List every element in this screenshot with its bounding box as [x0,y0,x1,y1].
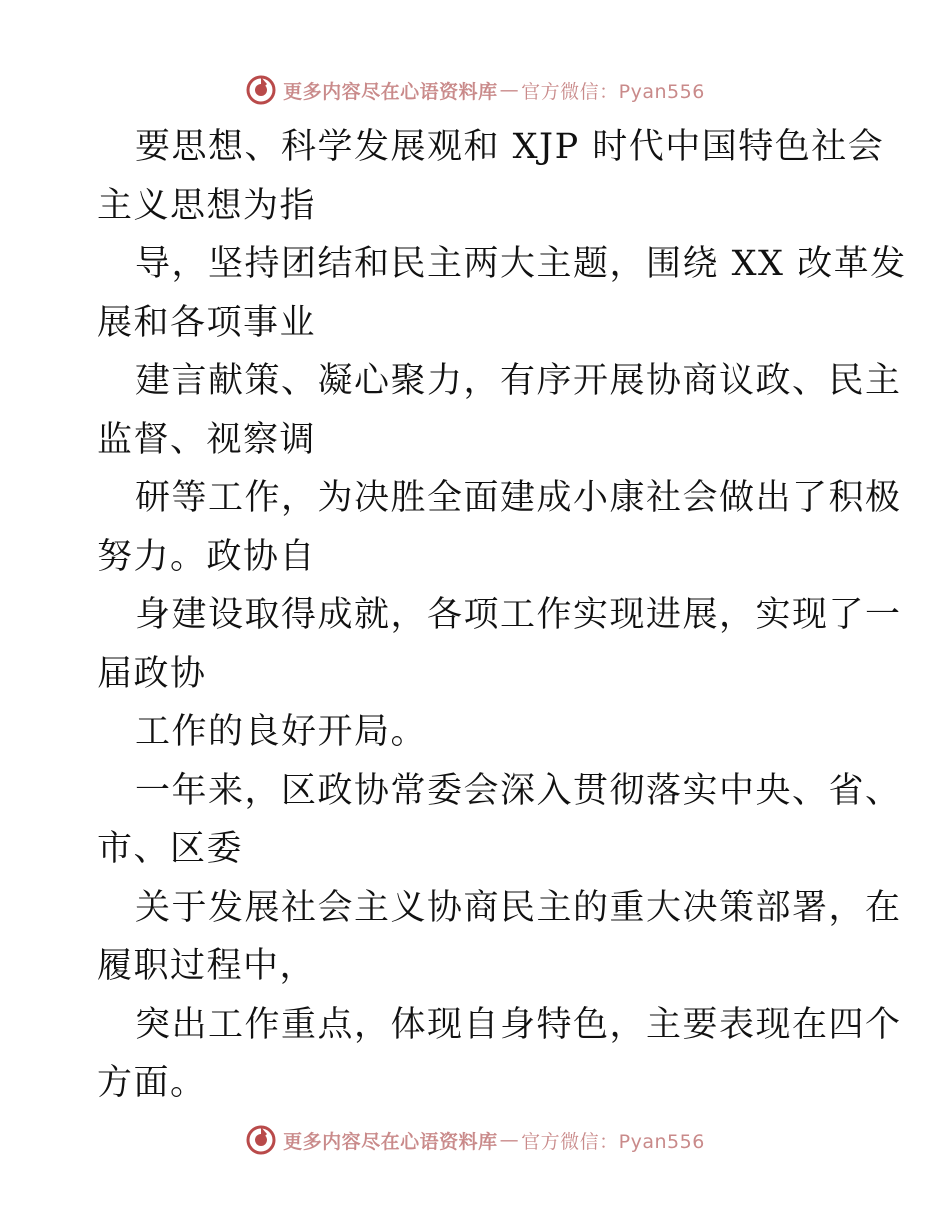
body-line: 导，坚持团结和民主两大主题，围绕 XX 改革发 [135,244,907,284]
body-line: 努力。政协自 [97,536,317,577]
header-brand-text: 更多内容尽在心语资料库 [283,80,498,103]
body-line: 届政协 [97,653,207,694]
footer-watermark [0,1120,950,1160]
body-line: 身建设取得成就，各项工作实现进展，实现了一 [135,595,902,635]
footer-dash: — [499,1129,520,1151]
brand-logo-icon [245,74,277,106]
body-line: 要思想、科学发展观和 XJP 时代中国特色社会 [135,127,885,167]
footer-brand-text: 更多内容尽在心语资料库 [283,1130,498,1153]
body-line: 市、区委 [97,829,244,869]
body-line: 研等工作，为决胜全面建成小康社会做出了积极 [135,478,902,518]
body-line: 建言献策、凝心聚力，有序开展协商议政、民主 [135,361,902,401]
body-line: 突出工作重点，体现自身特色，主要表现在四个 [135,1004,902,1045]
brand-logo-icon [245,1124,277,1156]
document-body [97,118,907,1113]
footer-contact-text: 官方微信：Pyan556 [521,1130,705,1153]
header-dash: — [499,79,520,101]
body-line: 关于发展社会主义协商民主的重大决策部署，在 [135,887,902,928]
body-line: 主义思想为指 [97,185,317,226]
header-contact-text: 官方微信：Pyan556 [521,80,705,103]
body-line: 方面。 [97,1063,207,1103]
body-line: 工作的良好开局。 [135,712,428,752]
body-line: 监督、视察调 [97,419,317,460]
body-line: 一年来，区政协常委会深入贯彻落实中央、省、 [135,770,902,811]
header-watermark [0,70,950,110]
body-line: 履职过程中， [97,946,317,986]
body-line: 展和各项事业 [97,302,317,343]
